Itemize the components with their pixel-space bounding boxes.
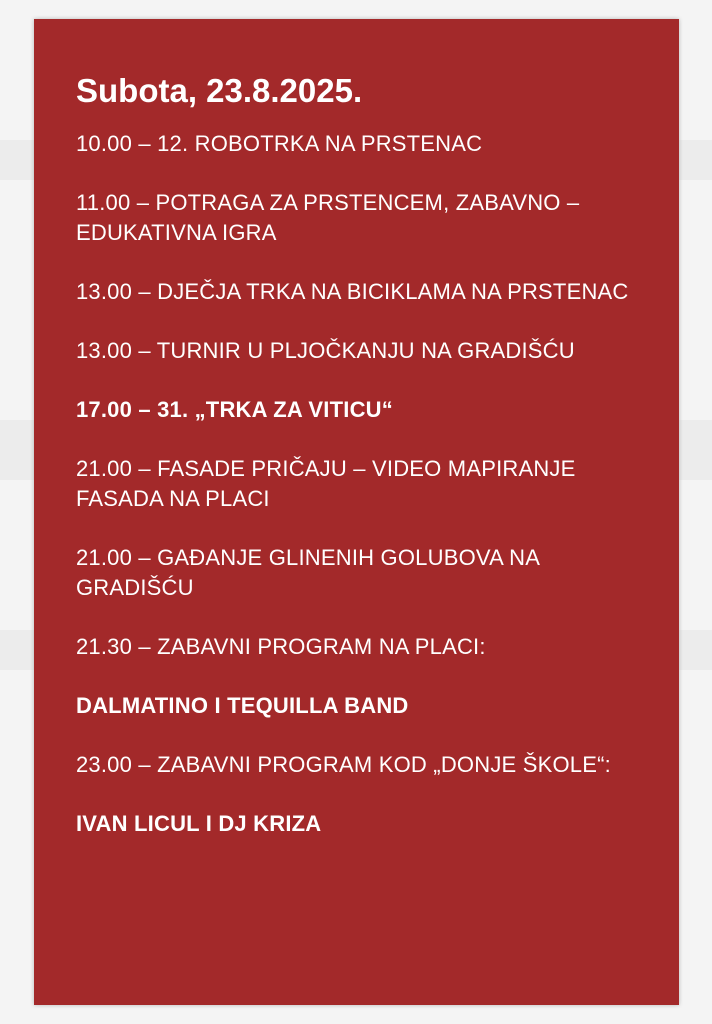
schedule-card xyxy=(34,19,679,1005)
schedule-entry: 10.00 – 12. ROBOTRKA NA PRSTENAC xyxy=(76,131,483,156)
schedule-entry: 21.00 – FASADE PRIČAJU – VIDEO MAPIRANJE FASADA NA PLACI xyxy=(76,456,576,511)
schedule-entry: 11.00 – POTRAGA ZA PRSTENCEM, ZABAVNO – EDUKATIVNA IGRA xyxy=(76,190,580,245)
schedule-entry: 21.00 – GAĐANJE GLINENIH GOLUBOVA NA GRADIŠĆU xyxy=(76,545,539,600)
schedule-entry: 23.00 – ZABAVNI PROGRAM KOD „DONJE ŠKOLE“: xyxy=(76,752,611,777)
schedule-entry: 13.00 – DJEČJA TRKA NA BICIKLAMA NA PRSTENAC xyxy=(76,279,629,304)
schedule-content xyxy=(76,71,656,868)
schedule-entry: 13.00 – TURNIR U PLJOČKANJU NA GRADIŠĆU xyxy=(76,338,575,363)
schedule-title: Subota, 23.8.2025. xyxy=(76,72,363,109)
schedule-entry: 21.30 – ZABAVNI PROGRAM NA PLACI: xyxy=(76,634,486,659)
schedule-entry: DALMATINO I TEQUILLA BAND xyxy=(76,693,409,718)
schedule-entry: 17.00 – 31. „TRKA ZA VITICU“ xyxy=(76,397,393,422)
schedule-entry: IVAN LICUL I DJ KRIZA xyxy=(76,811,322,836)
